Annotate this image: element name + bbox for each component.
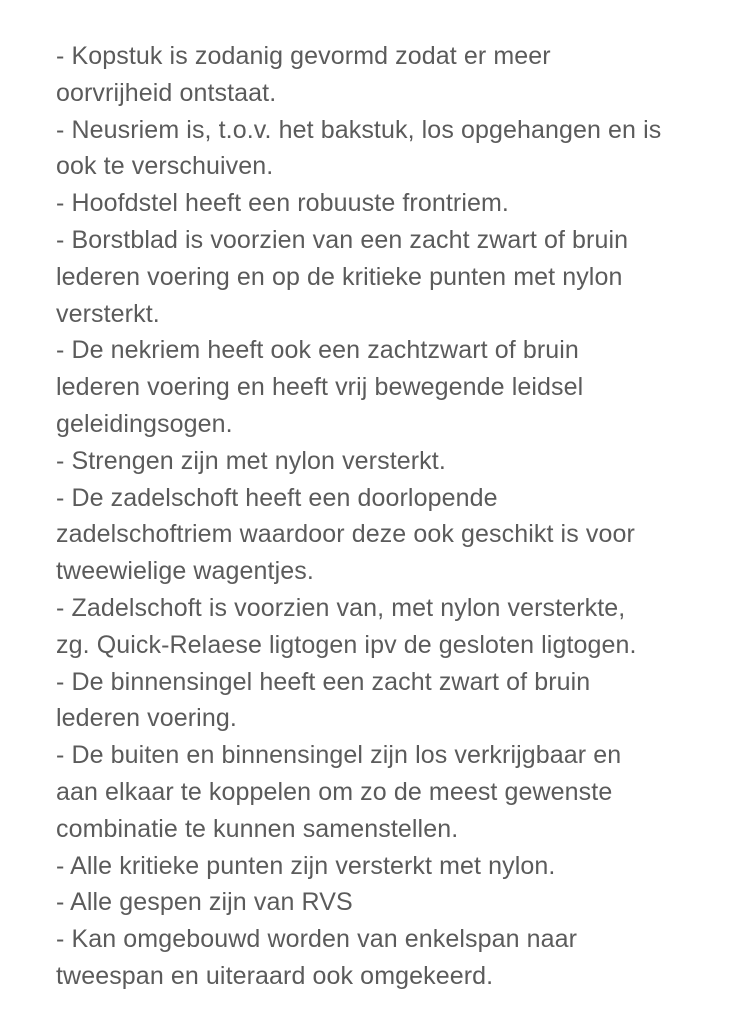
text-line: zg. Quick-Relaese ligtogen ipv de gesloten ligtogen.: [56, 630, 637, 659]
text-line: oorvrijheid ontstaat.: [56, 78, 277, 107]
text-line: - Kan omgebouwd worden van enkelspan naar: [56, 925, 578, 954]
text-line: - De zadelschoft heeft een doorlopende: [56, 483, 498, 512]
text-line: versterkt.: [56, 299, 160, 328]
text-line: lederen voering.: [56, 704, 237, 733]
text-line: combinatie te kunnen samenstellen.: [56, 814, 459, 843]
text-line: - Kopstuk is zodanig gevormd zodat er meer: [56, 42, 551, 70]
text-line: ook te verschuiven.: [56, 152, 274, 181]
text-line: - De nekriem heeft ook een zachtzwart of bruin: [56, 336, 579, 365]
document-body: [56, 38, 746, 995]
text-line: - Neusriem is, t.o.v. het bakstuk, los opgehangen en is: [56, 115, 662, 144]
text-line: lederen voering en heeft vrij bewegende leidsel: [56, 373, 584, 402]
text-line: tweewielige wagentjes.: [56, 557, 314, 586]
text-line: - Hoofdstel heeft een robuuste frontriem.: [56, 189, 509, 218]
text-line: lederen voering en op de kritieke punten met nylon: [56, 262, 623, 291]
text-line: tweespan en uiteraard ook omgekeerd.: [56, 961, 494, 990]
text-line: - De buiten en binnensingel zijn los verkrijgbaar en: [56, 741, 622, 770]
text-line: - Zadelschoft is voorzien van, met nylon versterkte,: [56, 593, 626, 622]
text-line: geleidingsogen.: [56, 409, 233, 438]
text-line: zadelschoftriem waardoor deze ook geschikt is voor: [56, 520, 635, 549]
text-line: - Alle kritieke punten zijn versterkt met nylon.: [56, 851, 556, 880]
text-line: - Borstblad is voorzien van een zacht zwart of bruin: [56, 225, 629, 254]
text-line: aan elkaar te koppelen om zo de meest gewenste: [56, 777, 613, 806]
text-line: - De binnensingel heeft een zacht zwart of bruin: [56, 667, 591, 696]
text-line: - Alle gespen zijn van RVS: [56, 888, 353, 917]
text-line: - Strengen zijn met nylon versterkt.: [56, 446, 446, 475]
